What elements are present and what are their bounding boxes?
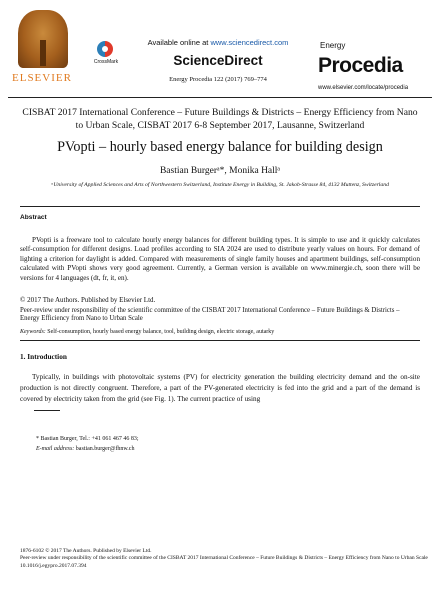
page-footer — [20, 548, 430, 570]
paper-title: PVopti – hourly based energy balance for building design — [57, 139, 383, 155]
corresponding-author-note: * Bastian Burger, Tel.: +41 061 467 46 83; — [36, 436, 139, 442]
abstract-text: PVopti is a freeware tool to calculate hourly energy balances for different building types. It is simple to use and it quickly calculates self-consumption for different designs. Load profiles according to SIA 2024 are used to distribute yearly values on hours. For demand of lighting a criterion for daylight is added. Compared with measurements of single family houses and apartment buildings, self-consumption calculated with PVopti shows very good agreement. Currently, a German version is available on www.minergie.ch, soon there will be versions for 4 languages (dt, fr, it, en). — [20, 236, 420, 282]
journal-url[interactable]: www.elsevier.com/locate/procedia — [318, 85, 409, 91]
crossmark-icon — [97, 41, 113, 57]
email-address[interactable]: bastian.burger@fhnw.ch — [74, 446, 135, 452]
availability-line — [118, 38, 318, 47]
email-label: E-mail address: — [36, 446, 75, 452]
footnote-divider — [34, 410, 60, 411]
abstract-bottom-divider — [20, 340, 420, 341]
footer-issn: 1876-6102 © 2017 The Authors. Published by Elsevier Ltd. — [20, 548, 152, 554]
email-note — [36, 446, 134, 452]
crossmark-label: CrossMark — [93, 59, 119, 65]
available-prefix: Available online at — [147, 38, 211, 47]
footer-peer-review: Peer-review under responsibility of the scientific committee of the CISBAT 2017 International Conference – Future Buildings & Districts – Energy Efficiency from Nano to Urban Scale — [20, 555, 428, 562]
journal-reference: Energy Procedia 122 (2017) 769–774 — [169, 76, 267, 83]
conference-line: CISBAT 2017 International Conference – Future Buildings & Districts – Energy Efficiency from Nano to Urban Scale, CISBAT 2017 6-8 September 2017, Lausanne, Switzerland — [22, 107, 418, 131]
elsevier-wordmark: ELSEVIER — [12, 72, 72, 84]
crossmark-badge[interactable] — [93, 41, 119, 65]
keywords — [20, 329, 420, 335]
section-heading-introduction: 1. Introduction — [20, 352, 67, 361]
elsevier-tree-icon — [18, 10, 68, 68]
sciencedirect-link[interactable]: www.sciencedirect.com — [210, 38, 289, 47]
keywords-list: Self-consumption, hourly based energy balance, tool, building design, electric storage, autarky — [45, 329, 275, 335]
sciencedirect-brand: ScienceDirect — [173, 53, 263, 68]
abstract-top-divider — [20, 206, 420, 207]
footer-doi[interactable]: 10.1016/j.egypro.2017.07.394 — [20, 562, 87, 569]
header-divider — [8, 97, 432, 98]
keywords-label: Keywords: — [20, 329, 46, 335]
affiliation: ᵃUniversity of Applied Sciences and Arts of Northwestern Switzerland, Institute Energy in Building, St. Jakob-Strasse 84, 4132 Muttenz, Switzerland — [51, 182, 389, 188]
abstract-copyright: © 2017 The Authors. Published by Elsevier Ltd. — [20, 296, 156, 304]
author-list: Bastian Burgerᵃ*, Monika Hallᵃ — [159, 166, 281, 176]
peer-review-note: Peer-review under responsibility of the scientific committee of the CISBAT 2017 International Conference – Future Buildings & Districts – Energy Efficiency from Nano to Urban Scale — [20, 307, 400, 323]
elsevier-logo — [8, 8, 78, 94]
procedia-logo: Procedia — [318, 54, 403, 77]
introduction-text: Typically, in buildings with photovoltaic systems (PV) for electricity generation the building electricity demand and the on-site production is not directly congruent. Therefore, a part of the PV-generated electricity is fed into the grid and a part of the demand is covered by electricity taken from the grid (see Fig. 1). The current practice of using — [20, 373, 420, 403]
energy-label: Energy — [320, 41, 346, 50]
abstract-heading: Abstract — [20, 214, 47, 221]
